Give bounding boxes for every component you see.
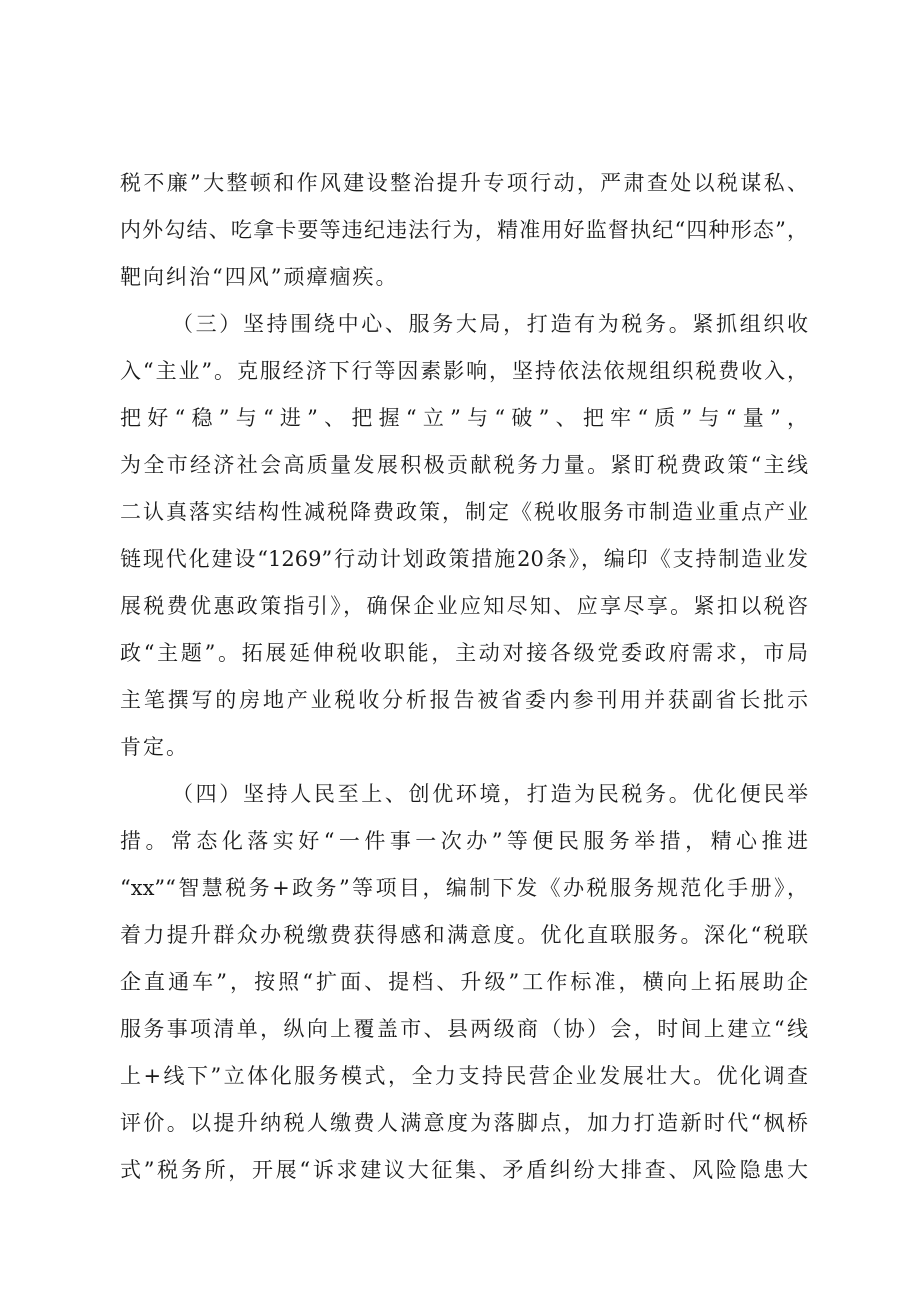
document-body (120, 160, 808, 1194)
text-line: 主笔撰写的房地产业税收分析报告被省委内参刊用并获副省长批示 (120, 688, 808, 712)
text-line: 为全市经济社会高质量发展积极贡献税务力量。紧盯税费政策“主线 (120, 453, 808, 477)
text-line: 着力提升群众办税缴费获得感和满意度。优化直联服务。深化“税联 (120, 923, 808, 947)
text-line: 政“主题”。拓展延伸税收职能，主动对接各级党委政府需求，市局 (120, 641, 808, 665)
text-line: 企直通车”，按照“扩面、提档、升级”工作标准，横向上拓展助企 (120, 970, 808, 994)
text-line: 式”税务所，开展“诉求建议大征集、矛盾纠纷大排查、风险隐患大 (120, 1158, 808, 1182)
text-line: 上+线下”立体化服务模式，全力支持民营企业发展壮大。优化调查 (120, 1064, 808, 1088)
text-line: 入“主业”。克服经济下行等因素影响，坚持依法依规组织税费收入， (120, 359, 808, 383)
paragraph-heading-line: （三）坚持围绕中心、服务大局，打造有为税务。紧抓组织收 (172, 312, 808, 336)
text-line: 服务事项清单，纵向上覆盖市、县两级商（协）会，时间上建立“线 (120, 1017, 808, 1041)
text-line: 肯定。 (120, 735, 189, 759)
paragraph-heading-line: （四）坚持人民至上、创优环境，打造为民税务。优化便民举 (172, 782, 808, 806)
text-line: 把好“稳”与“进”、把握“立”与“破”、把牢“质”与“量”， (120, 406, 808, 430)
text-line: “xx”“智慧税务+政务”等项目，编制下发《办税服务规范化手册》， (120, 876, 808, 900)
text-line: 展税费优惠政策指引》，确保企业应知尽知、应享尽享。紧扣以税咨 (120, 594, 808, 618)
text-line: 二认真落实结构性减税降费政策，制定《税收服务市制造业重点产业 (120, 500, 808, 524)
text-line: 内外勾结、吃拿卡要等违纪违法行为，精准用好监督执纪“四种形态”， (120, 218, 808, 242)
text-line: 措。常态化落实好“一件事一次办”等便民服务举措，精心推进 (120, 829, 808, 853)
text-line: 评价。以提升纳税人缴费人满意度为落脚点，加力打造新时代“枫桥 (120, 1111, 808, 1135)
text-line: 税不廉”大整顿和作风建设整治提升专项行动，严肃查处以税谋私、 (120, 171, 808, 195)
text-line: 链现代化建设“1269”行动计划政策措施20条》，编印《支持制造业发 (120, 547, 808, 571)
text-line: 靶向纠治“四风”顽瘴痼疾。 (120, 265, 399, 289)
